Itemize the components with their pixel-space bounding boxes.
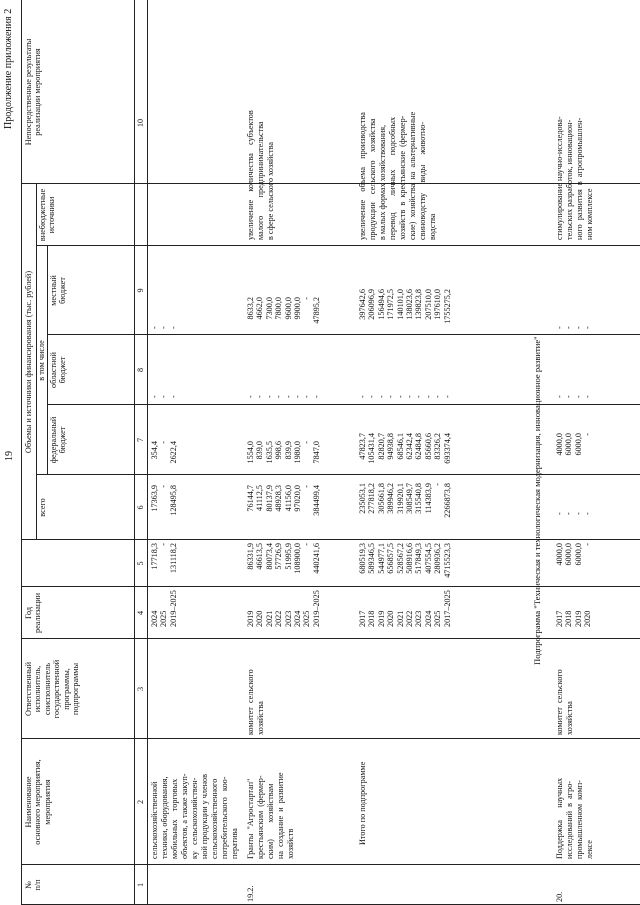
header-executor: Ответственный исполнитель, соисполнитель государственной программы, подпрограммы bbox=[24, 659, 81, 719]
appendix-caption: Продолжение приложения 2 bbox=[3, 8, 14, 129]
r20-executor: комитет сельского хозяйства bbox=[555, 669, 574, 735]
r192-local: - - - - - - - - bbox=[246, 395, 321, 398]
colnum-8: 8 bbox=[136, 367, 145, 373]
r192-result: увеличение количества субъектов малого предпринимательства в сфере сельского хозяйства bbox=[246, 110, 275, 240]
col-line-5 bbox=[21, 539, 640, 540]
cont-regional: 354,4 - 2622,4 bbox=[150, 441, 178, 464]
r20-number: 20. bbox=[555, 891, 564, 902]
subtotal-extra: 397642,6 206096,9 156494,6 171972,5 140101,0 138023,6 139823,8 207510,0 197610,0 1755275,2 bbox=[358, 289, 452, 324]
r192-federal: 76144,7 41112,5 80137,9 48928,3 41156,0 97020,0 - 384499,4 bbox=[246, 485, 321, 516]
col-line-10 bbox=[21, 183, 640, 184]
colnum-4: 4 bbox=[136, 610, 145, 616]
colnum-9: 9 bbox=[136, 288, 145, 293]
r20-extra: - - - - bbox=[555, 326, 593, 329]
cont-local: - - - bbox=[150, 395, 178, 398]
r192-number: 19.2. bbox=[246, 885, 255, 902]
colnum-10: 10 bbox=[136, 118, 145, 128]
header-name: Наименование основного мероприятия, мероприятия bbox=[24, 759, 52, 845]
column-number-row-bottom bbox=[147, 0, 148, 905]
header-total: всего bbox=[38, 498, 47, 517]
col-line-3 bbox=[21, 638, 640, 639]
r20-local: - - - - bbox=[555, 395, 593, 398]
r192-regional: 1554,0 839,0 1635,5 998,6 839,9 1980,0 - 7847,0 bbox=[246, 441, 321, 464]
column-number-row-top bbox=[134, 0, 135, 905]
r192-years: 2019 2020 2021 2022 2023 2024 2025 2019–2025 bbox=[246, 590, 321, 627]
in-that-rule bbox=[47, 246, 48, 475]
r20-total: 4000,0 6000,0 6000,0 - bbox=[555, 543, 593, 566]
cont-total: 17718,3 - 131118,2 bbox=[150, 543, 178, 574]
header-local: местный бюджет bbox=[49, 275, 68, 306]
col-line-9 bbox=[36, 245, 640, 246]
cont-name: сельскохозяйственной техники, оборудования, мобильных торговых объектов, а также закуп- ку сельскохозяйствен- ной продукции у членов сельскохозяйственного потребительского коо- ператива bbox=[150, 773, 239, 859]
r192-extra: 8633,2 4662,0 7300,0 7800,0 9600,0 9900,0 - 47895,2 bbox=[246, 297, 321, 324]
header-in-that: в том числе bbox=[37, 340, 46, 381]
r192-name: Гранты "Агростартап" крестьянским (фермер- ским) хозяйствам на создание и развитие хозяйств bbox=[246, 772, 295, 859]
subtotal-regional: 47823,7 105431,4 82820,7 94938,8 68546,1 62342,4 62484,8 85660,6 83326,2 693374,4 bbox=[358, 433, 452, 464]
r20-regional: 4000,0 6000,0 6000,0 - bbox=[555, 433, 593, 456]
colnum-1: 1 bbox=[136, 882, 145, 888]
header-extra: внебюджетные источники bbox=[38, 188, 57, 242]
subtotal-federal: 235053,1 277818,2 305661,8 389946,2 319920,1 308549,7 315540,8 114383,9 - 2266873,8 bbox=[358, 483, 452, 518]
page-number: 19 bbox=[4, 451, 15, 461]
cont-years: 2024 2025 2019–2025 bbox=[150, 590, 178, 627]
colnum-5: 5 bbox=[136, 561, 145, 566]
r20-result: стимулирование научно-исследова- тельских разработок, инновацион- ного развития в агропромышлен- ном комплексе bbox=[555, 116, 594, 240]
cont-federal: 17363,9 - 128495,8 bbox=[150, 485, 178, 516]
header-funding: Объемы и источники финансирования (тыс. рублей) bbox=[24, 270, 33, 454]
r20-years: 2017 2018 2019 2020 bbox=[555, 610, 593, 627]
colnum-6: 6 bbox=[136, 505, 145, 510]
col-line-2 bbox=[21, 738, 640, 739]
col-line-6 bbox=[36, 474, 640, 475]
table-border-top bbox=[21, 0, 22, 905]
subtotal-total: 680519,3 589346,5 544977,1 656857,5 528567,2 508916,6 517849,3 407554,5 280936,2 4715523,3 bbox=[358, 543, 452, 578]
header-federal: федеральный бюджет bbox=[49, 416, 68, 464]
r20-federal: - - - - bbox=[555, 512, 593, 515]
r20-name: Поддержка научных исследований в агро- промышленном комп- лексе bbox=[555, 777, 594, 859]
cont-extra: - - - bbox=[150, 326, 178, 329]
subtotal-result: увеличение объема производства продукции сельского хозяйства в малых формах хозяйствования, перевод личных подсобных хозяйств в крестьянские (фермер- ские) хозяйства на альтернативные свиноводству виды животно- водства bbox=[358, 111, 437, 240]
r192-total: 86331,9 46613,5 80073,4 57726,9 51995,9 108900,0 - 440241,6 bbox=[246, 543, 321, 574]
col-line-4 bbox=[21, 586, 640, 587]
colnum-2: 2 bbox=[136, 799, 145, 805]
header-results: Непосредственные результаты реализации мероприятия bbox=[24, 38, 43, 146]
subtotal-years: 2017 2018 2019 2020 2021 2022 2023 2024 2025 2017–2025 bbox=[358, 590, 452, 627]
colnum-3: 3 bbox=[136, 686, 145, 692]
r192-executor: комитет сельского хозяйства bbox=[246, 669, 265, 735]
header-number: № п/п bbox=[24, 879, 43, 891]
header-year: Год реализации bbox=[24, 593, 43, 634]
subtotal-label: Итого по подпрограмме bbox=[358, 761, 367, 845]
subprogram-title: Подпрограмма "Техническая и технологическая модернизация, инновационное развитие" bbox=[532, 336, 542, 665]
header-regional: областной бюджет bbox=[49, 352, 68, 388]
colnum-7: 7 bbox=[136, 437, 145, 443]
subtotal-local: - - - - - - - - - - bbox=[358, 395, 452, 398]
col-line-1 bbox=[21, 864, 640, 865]
